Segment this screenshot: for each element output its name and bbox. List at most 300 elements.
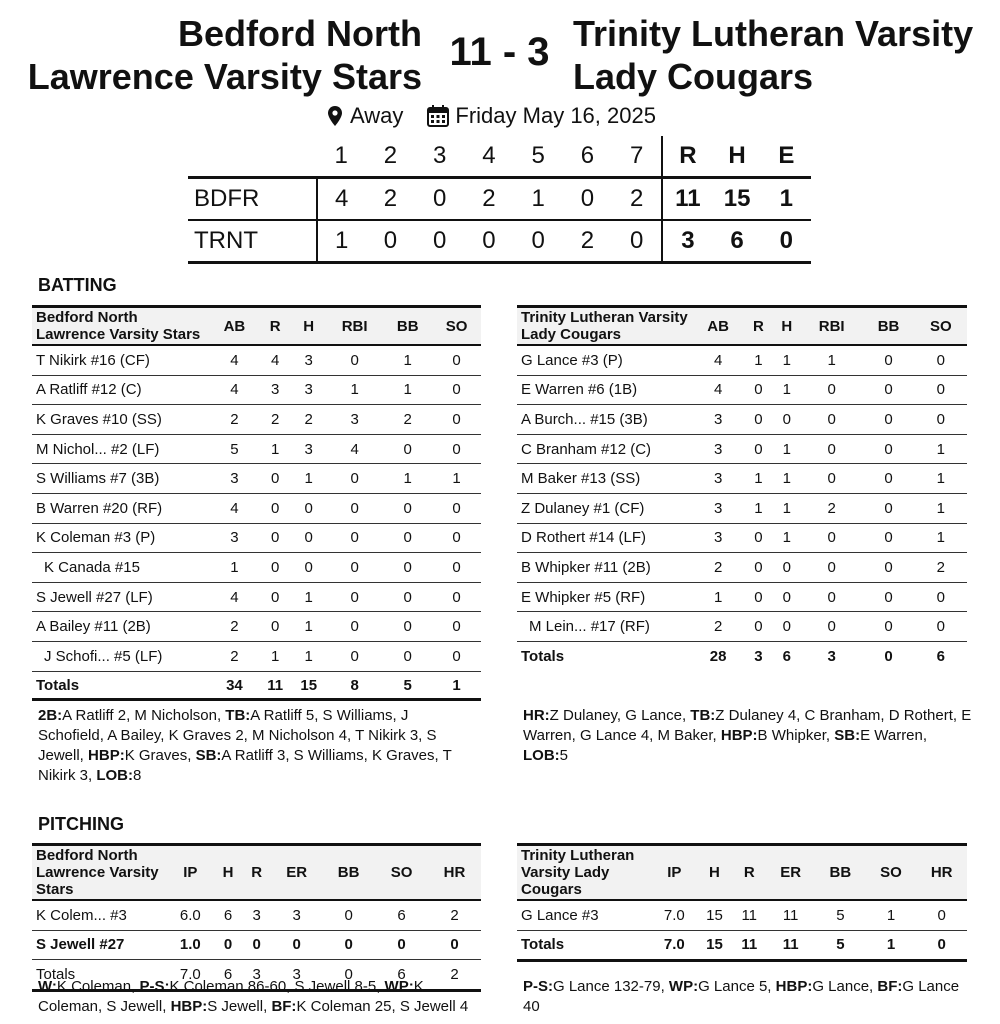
batting-rows xyxy=(517,345,967,641)
stat-cell: 1 xyxy=(915,434,967,464)
batting-notes-home xyxy=(38,706,478,786)
total-cell: 6 xyxy=(214,960,243,991)
stat-cell: 0 xyxy=(862,375,914,405)
stat-cell: 2 xyxy=(383,405,432,435)
batting-table-away-wrap xyxy=(517,305,967,671)
player-row xyxy=(517,464,967,494)
game-meta xyxy=(328,103,656,129)
stat-cell: 0 xyxy=(432,612,481,642)
note-value: G Lance, xyxy=(812,978,878,995)
stat-cell: 4 xyxy=(210,375,259,405)
stat-cell: 0 xyxy=(744,434,772,464)
stat-cell: 1 xyxy=(383,345,432,375)
stat-cell: 5 xyxy=(815,900,866,930)
stat-cell: 0 xyxy=(801,375,862,405)
stat-cell: 0 xyxy=(428,930,481,960)
hits-header: H xyxy=(712,136,761,178)
stat-cell: 1 xyxy=(773,523,801,553)
inning-score: 4 xyxy=(317,178,366,221)
note-value: B Whipker, xyxy=(757,727,835,744)
inning-score: 0 xyxy=(464,220,513,263)
stat-cell: 3 xyxy=(210,464,259,494)
team-abbrev: TRNT xyxy=(188,220,317,263)
total-cell: 11 xyxy=(766,930,815,961)
stat-cell: 0 xyxy=(862,612,914,642)
stat-cell: 0 xyxy=(259,553,292,583)
stat-cell: 2 xyxy=(428,900,481,930)
stat-cell: 0 xyxy=(915,582,967,612)
player-name: T Nikirk #16 (CF) xyxy=(32,345,210,375)
note-key: LOB: xyxy=(96,767,134,784)
inning-score: 0 xyxy=(563,178,612,221)
stat-cell: 0 xyxy=(432,582,481,612)
stat-cell: 0 xyxy=(292,493,326,523)
pitching-table-home-wrap xyxy=(32,843,481,992)
stat-cell: 1 xyxy=(744,345,772,375)
pitching-totals-row xyxy=(517,930,967,961)
pitching-header xyxy=(32,845,481,901)
stat-cell: 1 xyxy=(292,582,326,612)
stat-cell: 0 xyxy=(773,553,801,583)
stat-cell: 1 xyxy=(773,493,801,523)
stat-header: AB xyxy=(210,307,259,346)
stat-cell: 1 xyxy=(801,345,862,375)
note-key: SB: xyxy=(834,727,861,744)
total-runs: 11 xyxy=(662,178,712,221)
note-key: HR: xyxy=(523,707,550,724)
stat-header: R xyxy=(259,307,292,346)
stat-cell: 0 xyxy=(432,493,481,523)
player-row xyxy=(32,434,481,464)
stat-cell: 0 xyxy=(326,523,383,553)
stat-cell: 4 xyxy=(692,345,744,375)
team-column-header: Bedford North Lawrence Varsity Stars xyxy=(32,307,210,346)
total-cell: 6 xyxy=(782,647,791,665)
stat-cell: 0 xyxy=(322,900,375,930)
stat-header: HR xyxy=(916,845,967,901)
stat-header: IP xyxy=(167,845,214,901)
note-value: A Ratliff 3, S Williams, K Graves, T Nikirk 3, xyxy=(38,747,452,784)
stat-cell: 4 xyxy=(210,582,259,612)
note-value: 5 xyxy=(559,747,569,764)
stat-cell: 0 xyxy=(916,900,967,930)
player-name: M Baker #13 (SS) xyxy=(517,464,692,494)
player-name: D Rothert #14 (LF) xyxy=(517,523,692,553)
stat-cell: 0 xyxy=(326,553,383,583)
inning-header: 1 xyxy=(317,136,366,178)
stat-cell: 0 xyxy=(801,464,862,494)
player-row xyxy=(517,434,967,464)
batting-notes-away xyxy=(523,706,973,766)
stat-header: RBI xyxy=(801,307,862,346)
stat-cell: 0 xyxy=(915,375,967,405)
note-key: HBP: xyxy=(720,727,758,744)
batting-rows xyxy=(32,345,481,671)
stat-cell: 1 xyxy=(292,641,326,671)
inning-score: 2 xyxy=(612,178,662,221)
player-row xyxy=(517,553,967,583)
total-cell: 15 xyxy=(697,930,733,961)
total-errors: 0 xyxy=(762,220,811,263)
stat-cell: 3 xyxy=(292,345,326,375)
stat-cell: 0 xyxy=(773,612,801,642)
batting-header xyxy=(517,307,967,346)
batting-section-title: BATTING xyxy=(38,275,117,295)
team-column-header: Trinity Lutheran Varsity Lady Cougars xyxy=(517,845,652,901)
stat-cell: 0 xyxy=(271,930,322,960)
note-value: K Graves, xyxy=(124,747,196,764)
note-key: BF: xyxy=(877,978,903,995)
pitching-table-home xyxy=(32,843,481,992)
total-runs: 3 xyxy=(662,220,712,263)
stat-cell: 0 xyxy=(383,434,432,464)
pitching-header xyxy=(517,845,967,901)
total-cell: 1 xyxy=(866,930,917,961)
stat-cell: 1 xyxy=(915,464,967,494)
note-key: HBP: xyxy=(775,978,813,995)
stat-header: BB xyxy=(322,845,375,901)
player-name: K Canada #15 xyxy=(32,553,210,583)
player-name: M Nichol... #2 (LF) xyxy=(32,434,210,464)
stat-cell: 3 xyxy=(692,405,744,435)
inning-header: 4 xyxy=(464,136,513,178)
inning-score: 2 xyxy=(366,178,415,221)
player-row xyxy=(32,493,481,523)
total-cell: 6 xyxy=(936,647,945,665)
pitching-rows xyxy=(32,900,481,960)
stat-cell: 0 xyxy=(801,434,862,464)
stat-header: BB xyxy=(383,307,432,346)
stat-cell: 0 xyxy=(862,493,914,523)
total-cell: 0 xyxy=(322,960,375,991)
stat-cell: 0 xyxy=(862,553,914,583)
stat-cell: 6.0 xyxy=(167,900,214,930)
stat-cell: 0 xyxy=(326,612,383,642)
stat-cell: 1 xyxy=(326,375,383,405)
player-row xyxy=(32,582,481,612)
player-name: M Lein... #17 (RF) xyxy=(517,612,692,642)
stat-cell: 0 xyxy=(432,641,481,671)
player-name: Z Dulaney #1 (CF) xyxy=(517,493,692,523)
note-key: TB: xyxy=(225,707,251,724)
stat-header: R xyxy=(732,845,766,901)
final-score: 11 - 3 xyxy=(449,30,550,74)
stat-cell: 4 xyxy=(210,493,259,523)
team-column-header: Bedford North Lawrence Varsity Stars xyxy=(32,845,167,901)
stat-cell: 0 xyxy=(383,553,432,583)
stat-cell: 0 xyxy=(432,375,481,405)
stat-cell: 0 xyxy=(862,582,914,612)
player-name: K Colem... #3 xyxy=(32,900,167,930)
stat-cell: 0 xyxy=(259,582,292,612)
player-name: G Lance #3 (P) xyxy=(517,345,692,375)
stat-cell: 0 xyxy=(915,345,967,375)
stat-cell: 2 xyxy=(259,405,292,435)
note-key: SB: xyxy=(195,747,222,764)
player-name: A Burch... #15 (3B) xyxy=(517,405,692,435)
inning-score: 1 xyxy=(317,220,366,263)
stat-cell: 1 xyxy=(915,523,967,553)
batting-table-home-wrap xyxy=(32,305,481,701)
stat-cell: 0 xyxy=(375,930,428,960)
stat-header: IP xyxy=(652,845,697,901)
stat-cell: 0 xyxy=(214,930,243,960)
total-cell: 15 xyxy=(300,677,318,695)
stat-cell: 0 xyxy=(432,434,481,464)
note-value: G Lance 40 xyxy=(523,978,960,1015)
team-column-header: Trinity Lutheran Varsity Lady Cougars xyxy=(517,307,692,346)
player-row xyxy=(517,405,967,435)
batting-totals-row xyxy=(32,671,481,700)
stat-cell: 0 xyxy=(432,345,481,375)
note-value: S Jewell, xyxy=(207,998,272,1015)
home-team-name: Bedford North Lawrence Varsity Stars xyxy=(27,13,422,97)
stat-cell: 1 xyxy=(692,582,744,612)
note-value: E Warren, xyxy=(860,727,928,744)
stat-header: SO xyxy=(375,845,428,901)
player-row xyxy=(32,345,481,375)
inning-score: 0 xyxy=(415,220,464,263)
stat-cell: 3 xyxy=(292,434,326,464)
stat-cell: 0 xyxy=(292,523,326,553)
inning-header: 7 xyxy=(612,136,662,178)
player-row xyxy=(517,345,967,375)
batting-table-away xyxy=(517,305,967,671)
stat-cell: 0 xyxy=(801,523,862,553)
note-key: LOB: xyxy=(523,747,560,764)
player-name: K Graves #10 (SS) xyxy=(32,405,210,435)
stat-header: H xyxy=(214,845,243,901)
stat-cell: 0 xyxy=(744,523,772,553)
pitching-notes-home xyxy=(38,977,478,1017)
note-value: A Ratliff 5, S Williams, J Schofield, A Bailey, K Graves 2, M Nicholson 4, T Nikirk 3, S Jewell, xyxy=(38,707,437,764)
stat-cell: 1 xyxy=(210,553,259,583)
total-cell: 3 xyxy=(754,647,763,665)
runs-header: R xyxy=(662,136,712,178)
stat-cell: 3 xyxy=(326,405,383,435)
stat-cell: 3 xyxy=(692,493,744,523)
inning-score: 0 xyxy=(612,220,662,263)
player-row xyxy=(32,553,481,583)
note-key: 2B: xyxy=(38,707,63,724)
stat-cell: 0 xyxy=(862,434,914,464)
stat-cell: 1 xyxy=(383,464,432,494)
batting-totals-row xyxy=(517,641,967,670)
note-value: K Coleman 25, S Jewell 4 xyxy=(296,998,469,1015)
stat-cell: 2 xyxy=(210,612,259,642)
total-hits: 6 xyxy=(712,220,761,263)
total-cell: 0 xyxy=(884,647,893,665)
total-cell: 11 xyxy=(267,677,284,695)
total-cell: 5 xyxy=(403,677,412,695)
note-value: 8 xyxy=(133,767,142,784)
stat-cell: 0 xyxy=(773,582,801,612)
player-row xyxy=(517,612,967,642)
stat-cell: 1 xyxy=(292,612,326,642)
stat-cell: 1 xyxy=(432,464,481,494)
stat-cell: 3 xyxy=(259,375,292,405)
totals-label: Totals xyxy=(521,647,565,665)
inning-score: 0 xyxy=(514,220,563,263)
stat-cell: 0 xyxy=(862,405,914,435)
note-key: HBP: xyxy=(88,747,125,764)
stat-header: BB xyxy=(862,307,914,346)
totals-label: Totals xyxy=(32,960,167,991)
note-key: P-S: xyxy=(523,978,553,995)
stat-cell: 1 xyxy=(773,464,801,494)
stat-cell: 1 xyxy=(259,434,292,464)
line-score xyxy=(188,136,811,264)
stat-cell: 0 xyxy=(915,612,967,642)
total-cell: 28 xyxy=(709,647,727,665)
note-value: Z Dulaney 4, C Branham, D Rothert, E Warren, G Lance 4, M Baker, xyxy=(523,707,972,744)
player-row xyxy=(32,612,481,642)
total-errors: 1 xyxy=(762,178,811,221)
stat-cell: 4 xyxy=(326,434,383,464)
stat-cell: 6 xyxy=(375,900,428,930)
inning-score: 1 xyxy=(514,178,563,221)
total-cell: 0 xyxy=(916,930,967,961)
stat-cell: 3 xyxy=(692,464,744,494)
stat-cell: 2 xyxy=(801,493,862,523)
stat-cell: 0 xyxy=(862,464,914,494)
total-cell: 3 xyxy=(827,647,836,665)
player-name: J Schofi... #5 (LF) xyxy=(32,641,210,671)
stat-cell: 5 xyxy=(210,434,259,464)
inning-header: 6 xyxy=(563,136,612,178)
stat-cell: 0 xyxy=(383,641,432,671)
total-cell: 5 xyxy=(815,930,866,961)
stat-cell: 11 xyxy=(732,900,766,930)
note-key: W: xyxy=(38,978,57,995)
stat-header: HR xyxy=(428,845,481,901)
stat-cell: 1 xyxy=(866,900,917,930)
player-row xyxy=(517,375,967,405)
stat-cell: 0 xyxy=(915,405,967,435)
total-cell: 6 xyxy=(375,960,428,991)
stat-cell: 4 xyxy=(692,375,744,405)
stat-header: SO xyxy=(432,307,481,346)
player-name: E Whipker #5 (RF) xyxy=(517,582,692,612)
pitching-table-away xyxy=(517,843,967,962)
inning-score: 2 xyxy=(563,220,612,263)
stat-cell: 0 xyxy=(383,612,432,642)
stat-cell: 0 xyxy=(432,405,481,435)
stat-header: R xyxy=(744,307,772,346)
total-cell: 1 xyxy=(452,677,461,695)
stat-cell: 15 xyxy=(697,900,733,930)
note-value: G Lance 132-79, xyxy=(553,978,669,995)
total-cell: 34 xyxy=(226,677,243,695)
stat-cell: 0 xyxy=(383,582,432,612)
note-key: HBP: xyxy=(170,998,208,1015)
total-cell: 11 xyxy=(732,930,766,961)
stat-header: SO xyxy=(915,307,967,346)
stat-cell: 0 xyxy=(773,405,801,435)
inning-score: 0 xyxy=(415,178,464,221)
player-row xyxy=(517,582,967,612)
stat-cell: 1 xyxy=(744,464,772,494)
stat-header: R xyxy=(242,845,271,901)
stat-header: SO xyxy=(866,845,917,901)
player-name: A Bailey #11 (2B) xyxy=(32,612,210,642)
stat-cell: 3 xyxy=(271,900,322,930)
stat-cell: 0 xyxy=(432,553,481,583)
stat-cell: 0 xyxy=(801,405,862,435)
stat-cell: 0 xyxy=(326,641,383,671)
pitching-rows xyxy=(517,900,967,930)
stat-cell: 1 xyxy=(292,464,326,494)
stat-cell: 3 xyxy=(692,523,744,553)
stat-cell: 4 xyxy=(259,345,292,375)
stat-cell: 2 xyxy=(692,612,744,642)
stat-cell: 0 xyxy=(322,930,375,960)
inning-score: 0 xyxy=(366,220,415,263)
stat-cell: 1 xyxy=(773,375,801,405)
stat-cell: 0 xyxy=(259,493,292,523)
stat-cell: 0 xyxy=(744,553,772,583)
stat-cell: 0 xyxy=(326,493,383,523)
stat-cell: 0 xyxy=(862,345,914,375)
stat-cell: 3 xyxy=(242,900,271,930)
total-hits: 15 xyxy=(712,178,761,221)
stat-cell: 1 xyxy=(773,434,801,464)
player-name: B Warren #20 (RF) xyxy=(32,493,210,523)
player-row xyxy=(517,493,967,523)
player-row xyxy=(32,464,481,494)
stat-cell: 0 xyxy=(292,553,326,583)
batting-table-home xyxy=(32,305,481,700)
total-cell: 7.0 xyxy=(167,960,214,991)
player-row xyxy=(32,641,481,671)
player-name: E Warren #6 (1B) xyxy=(517,375,692,405)
stat-cell: 3 xyxy=(692,434,744,464)
stat-cell: 1 xyxy=(915,493,967,523)
note-key: P-S: xyxy=(139,978,170,995)
stat-cell: 1 xyxy=(744,493,772,523)
note-value: K Coleman, xyxy=(56,978,140,995)
stat-cell: 2 xyxy=(210,641,259,671)
batting-header xyxy=(32,307,481,346)
player-row xyxy=(32,930,481,960)
stat-header: RBI xyxy=(326,307,383,346)
stat-cell: 0 xyxy=(326,345,383,375)
total-cell: 3 xyxy=(242,960,271,991)
stat-cell: 11 xyxy=(766,900,815,930)
stat-cell: 0 xyxy=(259,523,292,553)
total-cell: 3 xyxy=(271,960,322,991)
inning-header: 2 xyxy=(366,136,415,178)
note-key: WP: xyxy=(668,978,699,995)
errors-header: E xyxy=(762,136,811,178)
stat-header: H xyxy=(773,307,801,346)
pitching-section-title: PITCHING xyxy=(38,814,125,834)
stat-cell: 0 xyxy=(862,523,914,553)
stat-cell: 0 xyxy=(259,612,292,642)
player-name: S Jewell #27 xyxy=(32,930,167,960)
player-name: S Jewell #27 (LF) xyxy=(32,582,210,612)
player-row xyxy=(32,375,481,405)
player-row xyxy=(32,523,481,553)
note-value: Z Dulaney, G Lance, xyxy=(549,707,691,724)
player-name: B Whipker #11 (2B) xyxy=(517,553,692,583)
stat-cell: 0 xyxy=(744,375,772,405)
stat-header: AB xyxy=(692,307,744,346)
stat-cell: 0 xyxy=(242,930,271,960)
stat-cell: 0 xyxy=(744,582,772,612)
note-value: G Lance 5, xyxy=(698,978,776,995)
note-value: K Coleman 86-60, S Jewell 8-5, xyxy=(169,978,385,995)
